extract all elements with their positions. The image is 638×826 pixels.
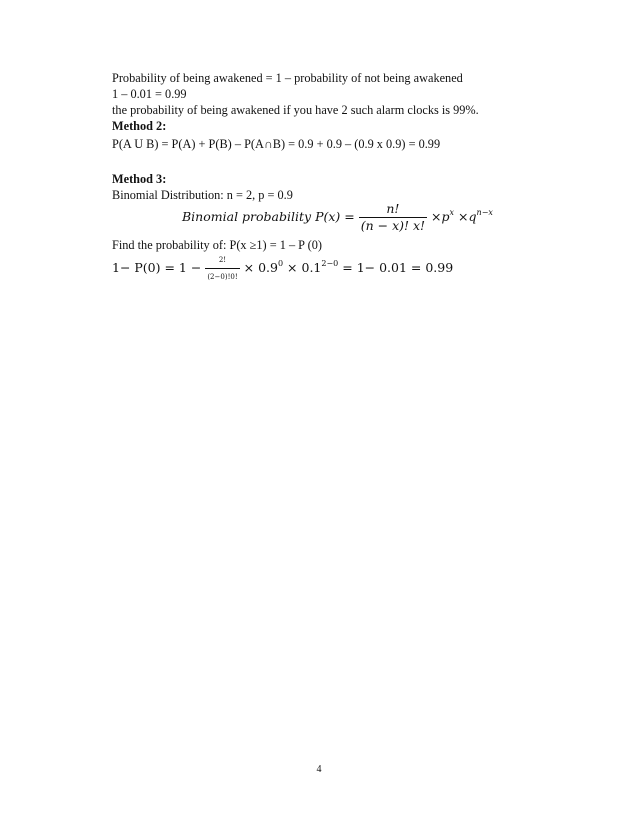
text-line-conclusion: the probability of being awakened if you have 2 such alarm clocks is 99%. [112, 103, 479, 117]
calc-term2: × 0.1 [287, 260, 322, 275]
times-sign: × [458, 209, 469, 224]
binomial-lhs: P(x) = [315, 209, 355, 224]
calc-denominator: (2−0)!0! [205, 268, 239, 285]
q-variable: q [468, 209, 477, 224]
q-exponent: n−x [476, 208, 493, 217]
calc-numerator: 2! [218, 256, 227, 264]
method2-heading: Method 2: [112, 119, 167, 133]
method2-formula: P(A U B) = P(A) + P(B) – P(A∩B) = 0.9 + 0.9 – (0.9 x 0.9) = 0.99 [112, 137, 441, 151]
calc-term1: × 0.9 [243, 260, 278, 275]
calc-fraction [205, 252, 239, 285]
p-exponent: x [449, 208, 455, 217]
text-line-probability-awakened: Probability of being awakened = 1 – probability of not being awakened [112, 71, 463, 85]
calc-exp2: 2−0 [321, 259, 339, 268]
calculation-formula [112, 252, 453, 285]
binomial-label: Binomial probability [182, 209, 312, 224]
calc-lhs: 1− P(0) = 1 − [112, 260, 202, 275]
calc-exp1: 0 [277, 259, 284, 268]
method3-description: Binomial Distribution: n = 2, p = 0.9 [112, 188, 293, 202]
text-line-calculation: 1 – 0.01 = 0.99 [112, 87, 187, 101]
binomial-denominator: (n − x)! x! [360, 218, 426, 233]
find-probability-line: Find the probability of: P(x ≥1) = 1 – P (0) [112, 238, 322, 252]
binomial-numerator: n! [386, 201, 400, 216]
calc-result: = 1− 0.01 = 0.99 [342, 260, 454, 275]
binomial-formula [182, 201, 493, 234]
page-number: 4 [316, 764, 322, 775]
method3-heading: Method 3: [112, 172, 167, 186]
binomial-fraction [359, 201, 427, 234]
p-variable: p [441, 209, 450, 224]
times-sign: × [431, 209, 442, 224]
